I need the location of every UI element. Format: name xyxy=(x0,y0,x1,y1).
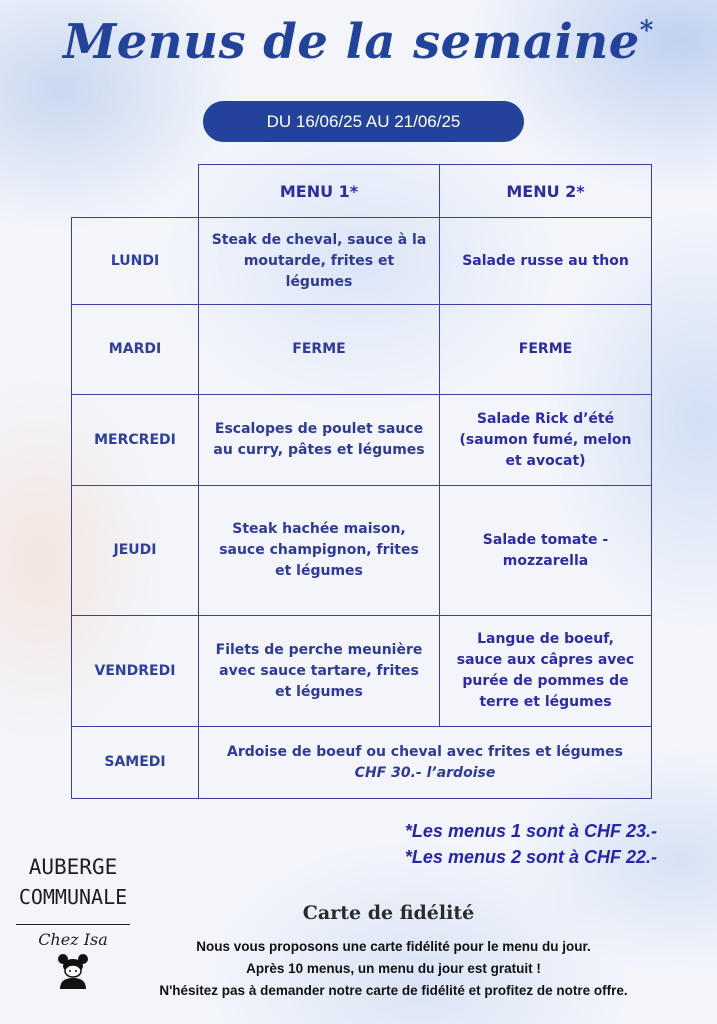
table-corner-cell xyxy=(72,165,199,218)
fidelity-line: Nous vous proposons une carte fidélité pour le menu du jour. xyxy=(196,939,591,954)
table-row xyxy=(72,305,652,395)
menu2-cell: Langue de boeuf, sauce aux câpres avec purée de pommes de terre et légumes xyxy=(440,616,652,727)
samedi-dish: Ardoise de boeuf ou cheval avec frites et légumes xyxy=(227,743,623,760)
fidelity-line: Après 10 menus, un menu du jour est gratuit ! xyxy=(246,961,541,976)
chef-figure-icon xyxy=(56,953,90,989)
price-notes xyxy=(405,818,657,870)
samedi-price: CHF 30.- l’ardoise xyxy=(354,764,496,781)
menu2-cell: Salade Rick d’été (saumon fumé, melon et avocat) xyxy=(440,395,652,486)
day-cell-mardi: MARDI xyxy=(72,305,199,395)
date-range-badge: DU 16/06/25 AU 21/06/25 xyxy=(203,101,524,142)
table-row xyxy=(72,616,652,727)
table-row xyxy=(72,395,652,486)
table-row-samedi xyxy=(72,727,652,799)
menu1-cell: Escalopes de poulet sauce au curry, pâtes et légumes xyxy=(199,395,440,486)
logo-line-chez-isa: Chez Isa xyxy=(38,930,108,949)
table-row xyxy=(72,218,652,305)
fidelity-line: N'hésitez pas à demander notre carte de fidélité et profitez de notre offre. xyxy=(159,983,628,998)
table-row xyxy=(72,486,652,616)
menu2-cell: Salade russe au thon xyxy=(440,218,652,305)
menu2-header: MENU 2* xyxy=(440,165,652,218)
logo-line-communale: COMMUNALE xyxy=(18,885,128,909)
logo-divider xyxy=(16,924,130,925)
fidelity-text xyxy=(110,936,677,1002)
menu1-price-note: *Les menus 1 sont à CHF 23.- xyxy=(404,821,657,841)
table-header-row xyxy=(72,165,652,218)
menu1-cell: FERME xyxy=(199,305,440,395)
day-cell-lundi: LUNDI xyxy=(72,218,199,305)
menu1-cell: Steak hachée maison, sauce champignon, frites et légumes xyxy=(199,486,440,616)
samedi-menu-cell xyxy=(199,727,652,799)
menu1-cell: Filets de perche meunière avec sauce tartare, frites et légumes xyxy=(199,616,440,727)
menu2-price-note: *Les menus 2 sont à CHF 22.- xyxy=(404,847,657,867)
day-cell-jeudi: JEUDI xyxy=(72,486,199,616)
day-cell-mercredi: MERCREDI xyxy=(72,395,199,486)
menu1-cell: Steak de cheval, sauce à la moutarde, frites et légumes xyxy=(199,218,440,305)
menu2-cell: Salade tomate - mozzarella xyxy=(440,486,652,616)
weekly-menu-table xyxy=(71,164,652,799)
menu1-header: MENU 1* xyxy=(199,165,440,218)
day-cell-vendredi: VENDREDI xyxy=(72,616,199,727)
page-title: Menus de la semaine* xyxy=(63,14,654,70)
fidelity-title: Carte de fidélité xyxy=(302,902,475,924)
logo-line-auberge: AUBERGE xyxy=(28,855,118,879)
menu2-cell: FERME xyxy=(440,305,652,395)
day-cell-samedi: SAMEDI xyxy=(72,727,199,799)
